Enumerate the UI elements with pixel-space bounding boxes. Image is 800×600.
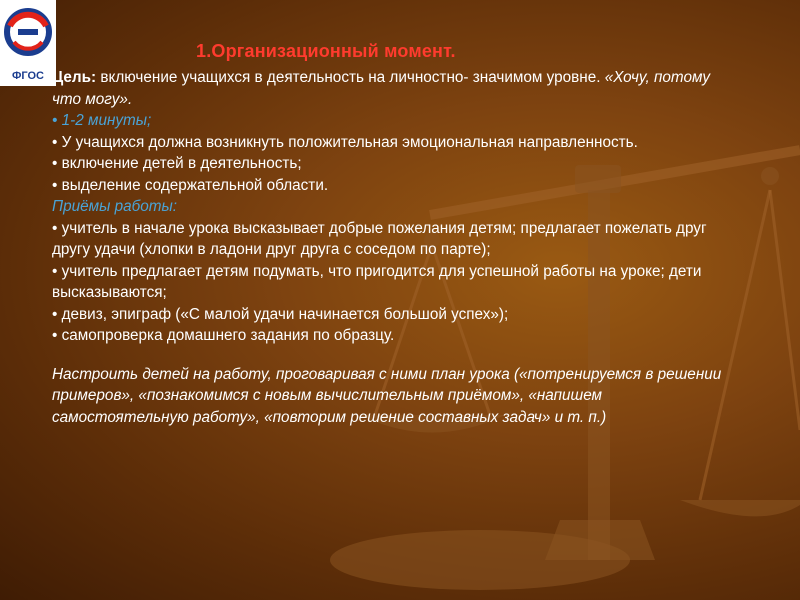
duration-line: • 1-2 минуты; [52, 112, 152, 129]
goal-paragraph [52, 67, 742, 110]
bullet-item: • выделение содержательной области. [52, 176, 329, 194]
method-item: • учитель в начале урока высказывает добрые пожелания детям; предлагает пожелать друг другу удачи (хлопки в ладони друг друга с соседом по парте); [52, 219, 707, 258]
bullet-item: • У учащихся должна возникнуть положительная эмоциональная направленность. [52, 133, 638, 151]
slide-title: 1.Организационный момент. [196, 41, 456, 61]
bullet-item: • включение детей в деятельность; [52, 155, 302, 172]
methods-heading: Приёмы работы: [52, 198, 177, 215]
goal-quote: «Хочу, потому что могу». [52, 69, 710, 108]
logo-label: ФГОС [12, 70, 44, 82]
fgos-logo [0, 0, 56, 86]
spacer [52, 347, 742, 364]
method-item: • самопроверка домашнего задания по образцу. [52, 327, 395, 344]
goal-label: Цель: [52, 69, 97, 86]
closing-paragraph: Настроить детей на работу, проговаривая с ними план урока («потренируемся в решении примеров», «познакомимся с новым вычислительным приёмом», «напишем самостоятельную работу», «повторим решение составных задач» и т. п.) [52, 365, 722, 426]
slide-content [52, 67, 742, 428]
goal-text: включение учащихся в деятельность на личностно- значимом уровне. [96, 69, 605, 86]
fgos-emblem-icon [2, 2, 54, 68]
method-item: • учитель предлагает детям подумать, что пригодится для успешной работы на уроке; дети высказываются; [52, 262, 702, 301]
method-item: • девиз, эпиграф («С малой удачи начинается большой успех»); [52, 305, 509, 323]
